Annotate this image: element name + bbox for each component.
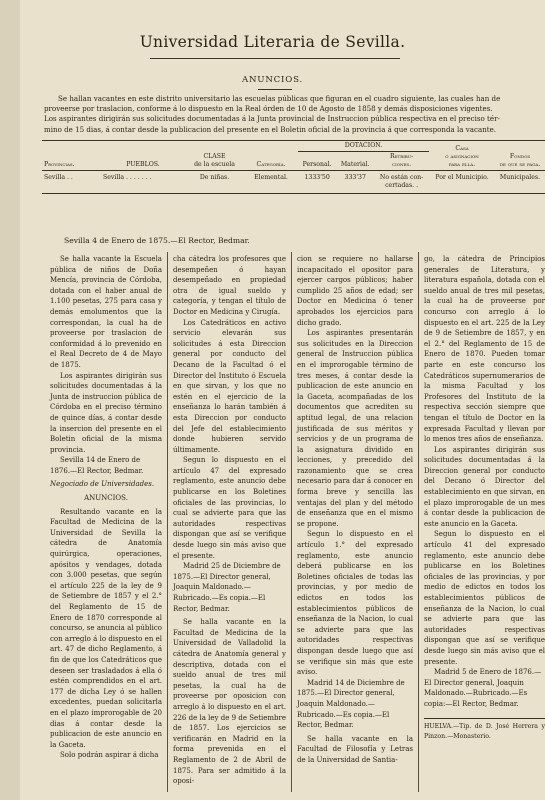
cell-retribuciones (374, 171, 429, 194)
header-material: Material. (336, 152, 374, 171)
paragraph: Se halla vacante en la Facultad de Medicina de la Universidad de Valladolid la cátedra de Anatomía general y descriptiva, dotada con el sueldo anual de tres mil pesetas, la cual ha de proveerse por oposicion con arreglo á lo dispuesto en el art. 226 de la ley de 9 de Setiembre de 1857. Los ejercicios se verificarán en Madrid en la forma prevenida en el Reglamento de 2 de Abril de 1875. Para ser admitido á la oposi- (173, 618, 286, 786)
cell-fondos: Municipales. (499, 174, 541, 181)
anuncios-heading: ANUNCIOS. (241, 75, 303, 85)
anuncios-rule (258, 89, 292, 90)
cell-material: 333'37 (344, 174, 366, 181)
column-divider (291, 252, 292, 792)
text-column-3 (297, 254, 413, 766)
table-dateline: Sevilla 4 de Enero de 1875.—El Rector, Bedmar. (64, 236, 250, 245)
paragraph: Solo podrán aspirar á dicha (60, 751, 159, 760)
table-row (42, 171, 545, 194)
intro-paragraph (44, 94, 545, 135)
header-clase-l1: CLASE (203, 153, 226, 160)
header-retribuciones (374, 152, 429, 171)
header-clase (185, 141, 244, 171)
intro-line: proveerse por traslacion, conforme á lo dispuesto en la Real órden de 10 de Agosto de 1858 y demás disposiciones vigentes. (44, 104, 493, 114)
intro-line: Los aspirantes dirigirán sus solicitudes documentadas á la Junta provincial de Instruccion pública respectiva en el preciso tér- (44, 114, 500, 124)
intro-line: Se hallan vacantes en este distrito universitario las escuelas públicas que figuran en el cuadro siguiente, las cuales han de (58, 94, 501, 103)
header-retribuciones-l2: ciones. (392, 161, 412, 168)
signature-line: Madrid 14 de Diciembre de 1875.—El Director general, Joaquin Maldonado.—Rubricado.—Es copia.—El Rector, Bedmar. (297, 678, 405, 730)
paragraph: cion se requiere no hallarse incapacitado el opositor para ejercer cargos públicos; haber cumplido 25 años de edad; ser Doctor en Medicina ó tener aprobados los ejercicios para dicho grado. (297, 255, 413, 327)
page-edge-shadow (0, 0, 20, 800)
paragraph: go, la cátedra de Principios generales de Literatura, y literatura española, dotada con el sueldo anual de tres mil pesetas, la cual ha de proveerse por concurso con arreglo á lo dispuesto en el art. 225 de la Ley de 9 de Setiembre de 1857, y en el 2.° del Reglamento de 15 de Enero de 1870. Pueden tomar parte en este concurso los Catedráticos supernumerarios de la misma Facultad y los Profesores del Instituto de la respectiva sección siempre que tengan el título de Doctor en la expresada Facultad y llevan por lo menos tres años de enseñanza. (424, 255, 545, 444)
cell-provincia: Sevilla . . (44, 174, 73, 181)
department-heading: Negociado de Universidades. (50, 480, 155, 489)
header-clase-l2: de la escuela (194, 161, 235, 168)
header-casa-l3: para ella. (448, 161, 476, 168)
cell-clase: De niñas. (199, 174, 230, 181)
paragraph: Segun lo dispuesto en el artículo 41 del expresado reglamento, este anuncio debe publicarse en los Boletines oficiales de las provincias, y por medio de edictos en todos los establecimientos públicos de enseñanza de la Nacion, lo cual se advierte para que las autoridades respectivas dispongan que así se verifique desde luego sin más aviso que el presente. (424, 530, 545, 666)
header-casa-l2: ó asignacion (445, 153, 479, 160)
text-column-1 (50, 254, 162, 761)
header-fondos (495, 141, 545, 171)
signature-line: Sevilla 14 de Enero de 1876.—El Rector, Bedmar. (50, 456, 144, 475)
cell-retribuciones-l2: certadas. . (385, 182, 419, 189)
cell-categoria: Elemental. (254, 174, 288, 181)
paragraph: cha cátedra los profesores que desempeñen ó hayan desempeñado en propiedad otra de igual sueldo y categoría, y tengan el título de Doctor en Medicina y Cirugía. (173, 255, 286, 316)
cell-pueblo: Sevilla . . . . . . . (103, 174, 152, 181)
column-divider (167, 252, 168, 792)
header-casa (429, 141, 495, 171)
paragraph: Segun lo dispuesto en el artículo 1.° del expresado reglamento, este anuncio deberá publicarse en los Boletines oficiales de todas las provincias, y por medio de edictos en todos los establecimientos públicos de enseñanza de la Nacion, lo cual se advierte para que las autoridades respectivas dispongan desde luego que así se verifique sin más que este aviso. (297, 530, 413, 677)
header-casa-l1: Casa (455, 145, 469, 152)
paragraph: Los aspirantes presentarán sus solicitudes en la Direccion general de Instruccion pública en el improrogable término de tres meses, á contar desde la publicacion de este anuncio en la Gaceta, acompañadas de los documentos que acrediten su aptitud legal, de una relacion justificada de sus méritos y servicios y de un programa de la asignatura dividido en lecciones, y precedido del razonamiento que se crea necesario para dar á conocer en forma breve y sencilla las ventajas del plan y del método de enseñanza que en el mismo se propone. (297, 329, 413, 528)
masthead-title: Universidad Literaria de Sevilla. (139, 33, 406, 51)
paragraph: Resultando vacante en la Facultad de Medicina de la Universidad de Sevilla la cátedra de Anatomía quirúrgica, operaciones, apósitos y vendages, dotada con 3.000 pesetas, que según el artículo 225 de la ley de 9 de Setiembre de 1857 y el 2.° del Reglamento de 15 de Enero de 1870 corresponde al concurso, se anuncia al público con arreglo á lo dispuesto en el art. 47 de dicho Reglamento, á fin de que los Catedráticos que deseen ser trasladados á ella ó estén comprendidos en el art. 177 de dicha Ley ó se hallen excedentes, puedan solicitarla en el plazo improrogable de 20 dias á contar desde la publicacion de este anuncio en la Gaceta. (50, 507, 162, 749)
column-divider (418, 252, 419, 792)
text-column-2 (173, 254, 286, 787)
paragraph: Segun lo dispuesto en el artículo 47 del expresado reglamento, este anuncio debe publicarse en los Boletines oficiales de las provincias, lo cual se advierte para que las autoridades respectivas dispongan que así se verifique desde luego sin más aviso que el presente. (173, 456, 286, 560)
header-pueblos: PUEBLOS. (101, 141, 185, 171)
paragraph: Los aspirantes dirigirán sus solicitudes documentadas á la Junta de instruccion pública de Córdoba en el preciso término de quince días, á contar desde la insercion del presente en el Boletin oficial de la misma provincia. (50, 371, 162, 454)
paragraph: Se halla vacante la Escuela pública de niños de Doña Mencía, provincia de Córdoba, dotada con el haber anual de 1.100 pesetas, 275 para casa y demás emolumentos que la correspondan, la cual ha de proveerse por traslacion de conformidad á lo prevenido en el Real Decreto de 4 de Mayo de 1875. (50, 255, 162, 369)
text-column-4 (424, 254, 545, 800)
printer-imprint: HUELVA.—Tip. de D. José Herrera y Pinzon.—Monasterio. (424, 718, 545, 743)
intro-line: mino de 15 dias, á contar desde la publicacion del presente en el Boletin oficial de la provincia á que corresponda la vacante. (44, 124, 497, 134)
cell-casa: Por el Municipio. (435, 174, 489, 181)
header-personal: Personal. (298, 152, 336, 171)
paragraph: Los Catedráticos en activo servicio elevarán sus solicitudes á esta Direccion general por conducto del Decano de la Facultad ó el Director del Instituto ó Escuela en que sirvan, y los que no estén en el ejercicio de la enseñanza lo harán también á esta Direccion por conducto del Jefe del establecimiento donde hubieren servido últimamente. (173, 318, 286, 454)
header-fondos-l2: de que se paga. (499, 161, 541, 168)
section-heading: ANUNCIOS. (84, 494, 128, 503)
paragraph: Los aspirantes dirigirán sus solicitudes documentadas á la Direccion general por conducto del Decano ó Director del establecimiento en que sirvan, en el plazo improrogable de un mes á contar desde la publicacion de este anuncio en la Gaceta. (424, 445, 545, 528)
header-categoria: Categoría. (244, 141, 298, 171)
header-dotacion: DOTACION. (298, 141, 429, 152)
signature-line: Madrid 25 de Diciembre de 1875.—El Director general, Joaquin Maldonado.—Rubricado.—Es copia.—El Rector, Bedmar. (173, 562, 281, 613)
header-fondos-l1: Fondos (509, 153, 531, 160)
cell-retribuciones-l1: No están con- (379, 174, 424, 181)
header-provincias: Provincias. (42, 141, 101, 171)
vacancies-table (42, 140, 545, 194)
paragraph: Se halla vacante en la Facultad de Filosofía y Letras de la Universidad de Santia- (297, 734, 413, 764)
masthead-rule (150, 58, 400, 59)
cell-personal: 1333'50 (304, 174, 330, 181)
header-retribuciones-l1: Retribu- (389, 153, 414, 160)
signature-line: Madrid 5 de Enero de 1876.—El Director general, Joaquin Maldonado.—Rubricado.—Es copia:—El Rector, Bedmar. (424, 668, 542, 708)
